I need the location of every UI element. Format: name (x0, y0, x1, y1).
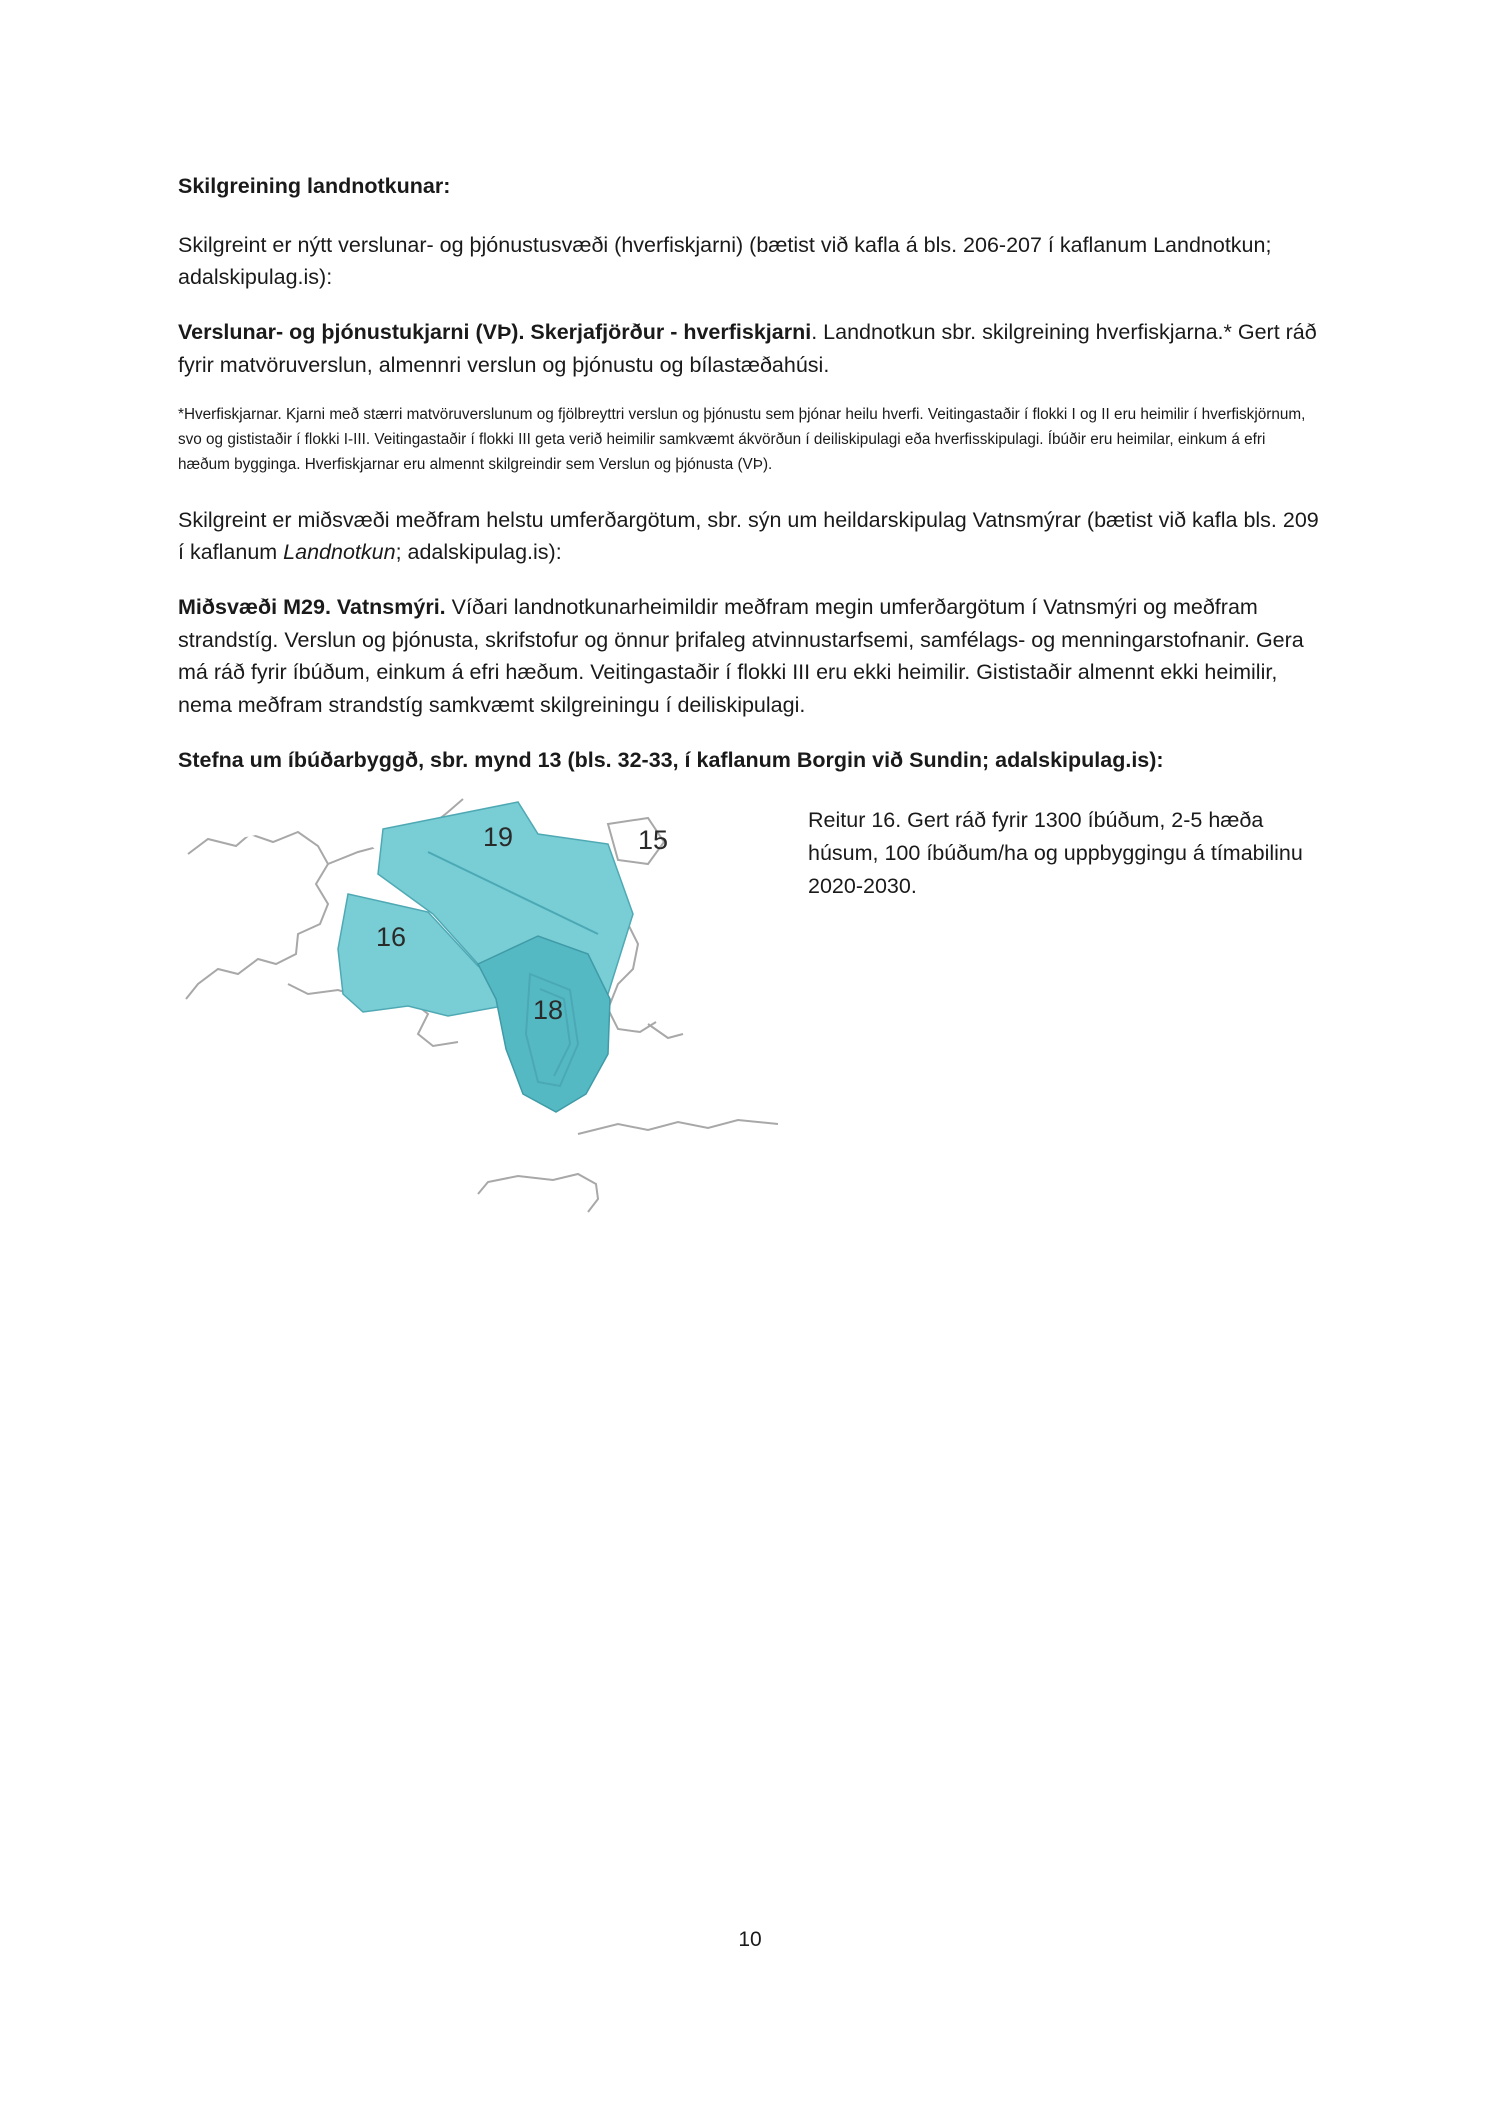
page-number: 10 (738, 1928, 762, 1951)
paragraph-verslunar-bold: Verslunar- og þjónustukjarni (VÞ). Skerjafjörður - hverfiskjarni (178, 320, 812, 345)
paragraph-m29-bold: Miðsvæði M29. Vatnsmýri. (178, 595, 446, 619)
map-figure (178, 794, 778, 1214)
paragraph-m29-rest: Víðari landnotkunarheimildir meðfram megin umferðargötum í Vatnsmýri og meðfram strandstíg. Verslun og þjónusta, skrifstofur og önnur þrifaleg atvinnustarfsemi, samfélags- og menningarstofnanir. Gera má ráð fyrir íbúðum, einkum á efri hæðum. Veitingastaðir í flokki III eru ekki heimilir. Gististaðir almennt ekki heimilir, nema meðfram strandstíg samkvæmt skilgreiningu í deiliskipulagi. (178, 595, 1304, 718)
paragraph-m29 (178, 591, 1323, 722)
paragraph-midsvaedi-part1: Skilgreint er miðsvæði meðfram helstu umferðargötum, sbr. sýn um heildarskipulag Vatnsmýrar (bætist við kafla bls. 209 í kaflanum (178, 507, 1319, 565)
paragraph-midsvaedi-italic: Landnotkun (283, 540, 396, 565)
map-label-15: 15 (638, 825, 669, 856)
map-label-19: 19 (483, 822, 514, 853)
section-heading: Skilgreining landnotkunar: (178, 174, 451, 198)
paragraph-intro: Skilgreint er nýtt verslunar- og þjónustusvæði (hverfiskjarni) (bætist við kafla á bls. 206-207 í kaflanum Landnotkun; adalskipulag.is): (178, 232, 1272, 290)
paragraph-midsvaedi-part2: ; adalskipulag.is): (395, 540, 562, 565)
footnote-hverfiskjarnar: *Hverfiskjarnar. Kjarni með stærri matvöruverslunum og fjölbreyttri verslun og þjónustu sem þjónar heilu hverfi. Veitingastaðir í flokki I og II eru heimilir í hverfiskjörnum, svo og gististaðir í flokki I-III. Veitingastaðir í flokki III geta verið heimilir samkvæmt ákvörðun í deiliskipulagi eða hverfisskipulagi. Íbúðir eru heimilar, einkum á efri hæðum bygginga. Hverfiskjarnar eru almennt skilgreindir sem Verslun og þjónusta (VÞ). (178, 406, 1306, 473)
paragraph-midsvaedi-intro (178, 504, 1323, 569)
map-label-18: 18 (533, 995, 564, 1026)
figure-block (178, 794, 1323, 1214)
map-label-16: 16 (376, 922, 407, 953)
paragraph-verslunar (178, 316, 1323, 381)
paragraph-stefna: Stefna um íbúðarbyggð, sbr. mynd 13 (bls. 32-33, í kaflanum Borgin við Sundin; adalskipulag.is): (178, 747, 1164, 772)
paragraph-verslunar-rest: . Landnotkun sbr. skilgreining hverfiskjarna.* Gert ráð fyrir matvöruverslun, almennri verslun og þjónustu og bílastæðahúsi. (178, 320, 1317, 377)
figure-caption: Reitur 16. Gert ráð fyrir 1300 íbúðum, 2-5 hæða húsum, 100 íbúðum/ha og uppbyggingu á tímabilinu 2020-2030. (808, 808, 1303, 898)
document-body (178, 170, 1323, 1214)
map-svg (178, 794, 778, 1214)
